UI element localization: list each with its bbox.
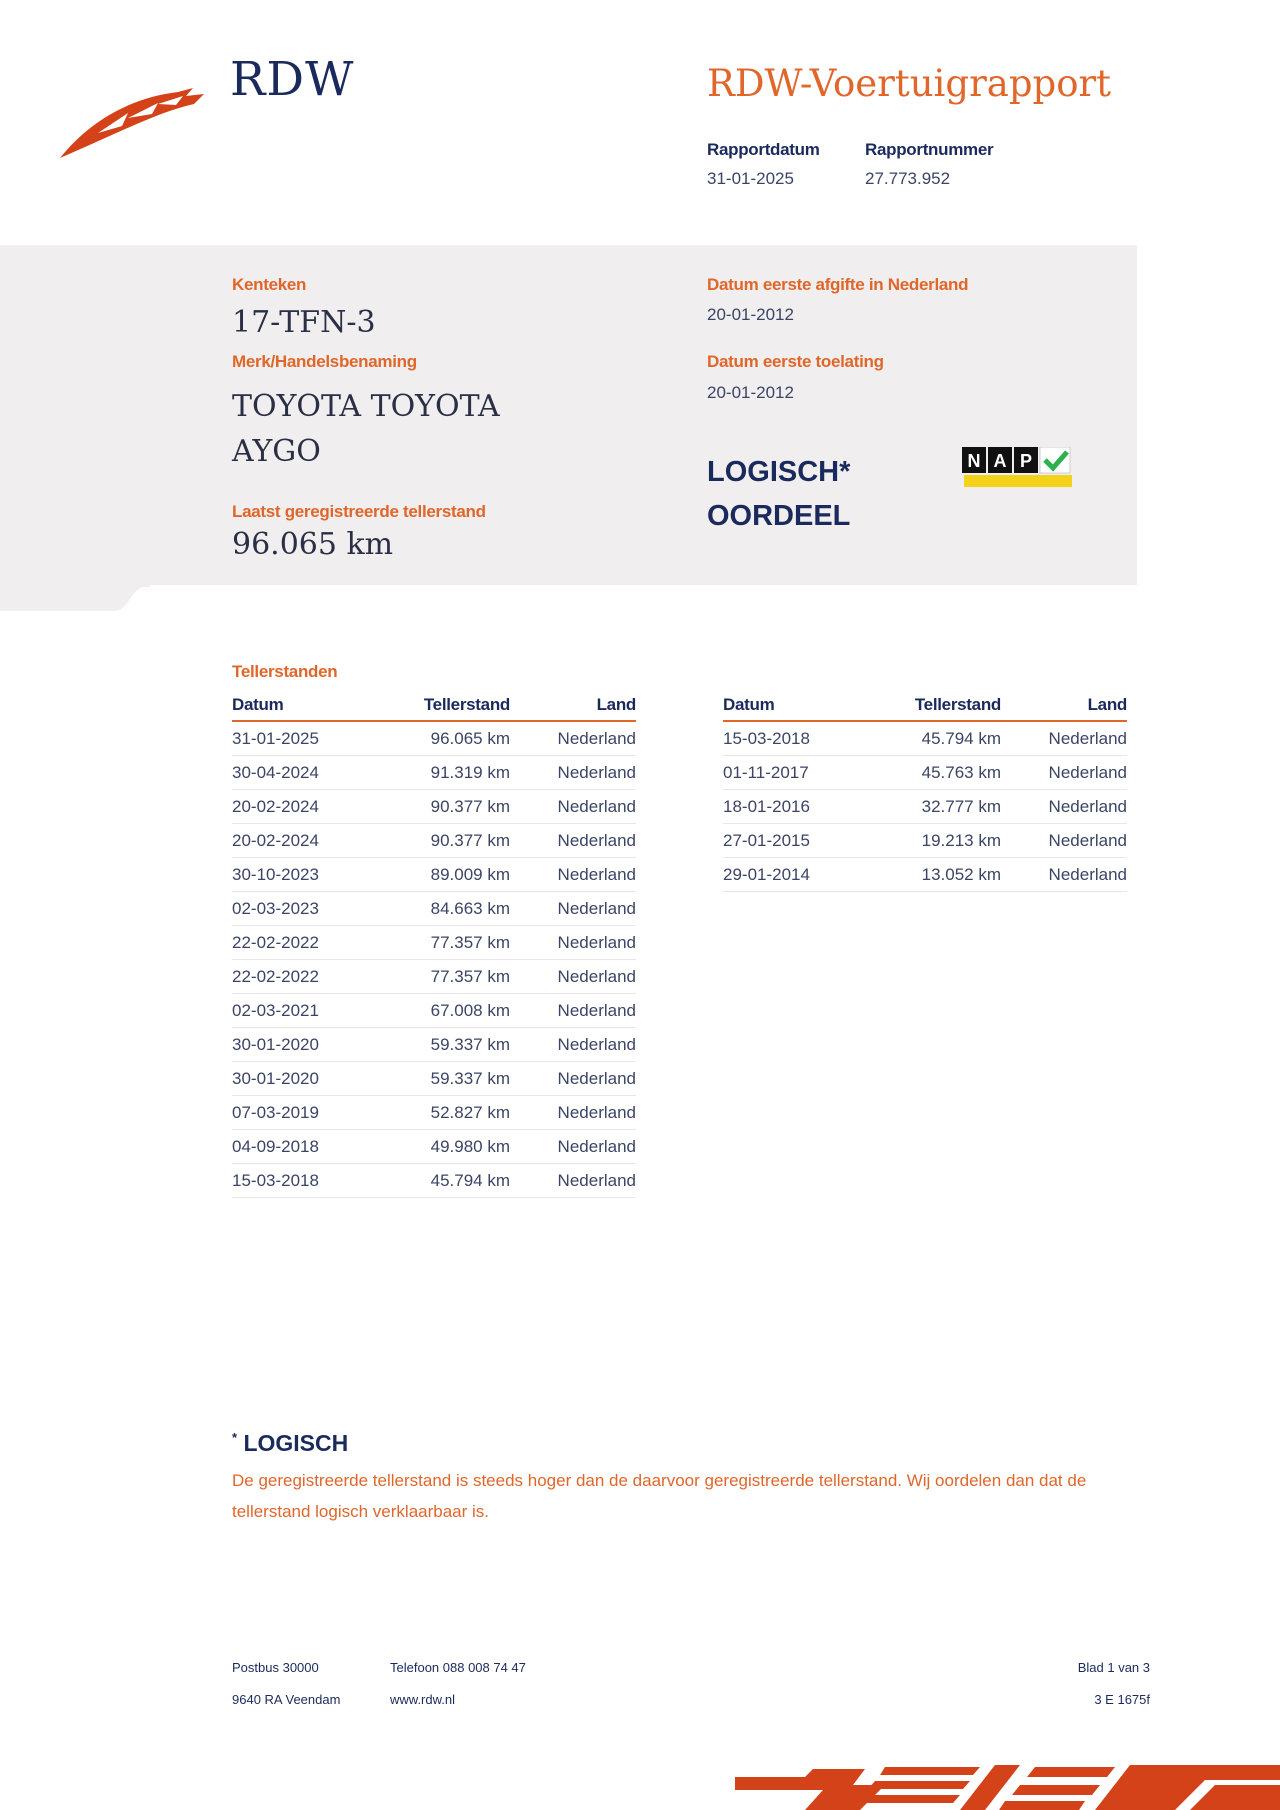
cell-datum: 01-11-2017	[723, 756, 873, 790]
cell-land: Nederland	[510, 721, 636, 756]
note-title-text: LOGISCH	[243, 1430, 349, 1456]
cell-land: Nederland	[1001, 858, 1127, 892]
footer-plaats: 9640 RA Veendam	[232, 1692, 341, 1707]
merk-label: Merk/Handelsbenaming	[232, 352, 417, 371]
column-header-tellerstand: Tellerstand	[382, 690, 510, 721]
cell-tellerstand: 91.319 km	[382, 756, 510, 790]
nap-letter-p: P	[1019, 451, 1033, 471]
cell-land: Nederland	[510, 1028, 636, 1062]
rapportdatum-value: 31-01-2025	[707, 169, 794, 188]
table-row	[723, 790, 1127, 824]
table-row	[232, 1096, 636, 1130]
cell-datum: 30-01-2020	[232, 1028, 382, 1062]
cell-datum: 20-02-2024	[232, 790, 382, 824]
table-row	[723, 824, 1127, 858]
toelating-value: 20-01-2012	[707, 383, 794, 402]
table-row	[232, 892, 636, 926]
cell-land: Nederland	[510, 1130, 636, 1164]
cell-land: Nederland	[510, 926, 636, 960]
cell-tellerstand: 77.357 km	[382, 926, 510, 960]
table-header-row	[723, 690, 1127, 721]
cell-datum: 30-10-2023	[232, 858, 382, 892]
cell-datum: 18-01-2016	[723, 790, 873, 824]
column-header-datum: Datum	[232, 690, 382, 721]
table-row	[232, 1164, 636, 1198]
cell-land: Nederland	[510, 892, 636, 926]
table-header-row	[232, 690, 636, 721]
verdict-line-1: LOGISCH*	[707, 456, 851, 488]
kenteken-value: 17-TFN-3	[232, 305, 376, 340]
cell-tellerstand: 52.827 km	[382, 1096, 510, 1130]
cell-land: Nederland	[1001, 790, 1127, 824]
rapportnummer-label: Rapportnummer	[865, 140, 994, 159]
vehicle-summary-panel	[0, 245, 1137, 585]
cell-datum: 29-01-2014	[723, 858, 873, 892]
cell-datum: 30-01-2020	[232, 1062, 382, 1096]
column-header-tellerstand: Tellerstand	[873, 690, 1001, 721]
cell-tellerstand: 45.794 km	[873, 721, 1001, 756]
nap-letter-n: N	[967, 451, 981, 471]
footer-telefoon: Telefoon 088 008 74 47	[390, 1660, 526, 1675]
cell-tellerstand: 32.777 km	[873, 790, 1001, 824]
footer-page-number: Blad 1 van 3	[1077, 1660, 1150, 1675]
cell-tellerstand: 59.337 km	[382, 1062, 510, 1096]
column-header-land: Land	[510, 690, 636, 721]
table-row	[723, 721, 1127, 756]
table-row	[232, 756, 636, 790]
cell-datum: 20-02-2024	[232, 824, 382, 858]
table-row	[232, 960, 636, 994]
cell-land: Nederland	[510, 994, 636, 1028]
cell-tellerstand: 90.377 km	[382, 790, 510, 824]
cell-land: Nederland	[510, 858, 636, 892]
kenteken-label: Kenteken	[232, 275, 307, 294]
footer-postbus: Postbus 30000	[232, 1660, 319, 1675]
tellerstand-value: 96.065 km	[232, 527, 394, 562]
cell-datum: 07-03-2019	[232, 1096, 382, 1130]
note-star: *	[232, 1430, 238, 1445]
footer-website[interactable]: www.rdw.nl	[390, 1692, 456, 1707]
cell-land: Nederland	[1001, 824, 1127, 858]
cell-tellerstand: 84.663 km	[382, 892, 510, 926]
cell-tellerstand: 59.337 km	[382, 1028, 510, 1062]
verdict-line-2: OORDEEL	[707, 500, 851, 532]
cell-land: Nederland	[510, 1096, 636, 1130]
table-row	[232, 858, 636, 892]
tellerstanden-table-right	[723, 690, 1127, 892]
table-row	[232, 721, 636, 756]
rapportdatum-label: Rapportdatum	[707, 140, 820, 159]
cell-tellerstand: 96.065 km	[382, 721, 510, 756]
cell-land: Nederland	[510, 790, 636, 824]
cell-tellerstand: 90.377 km	[382, 824, 510, 858]
cell-datum: 30-04-2024	[232, 756, 382, 790]
cell-datum: 04-09-2018	[232, 1130, 382, 1164]
table-row	[232, 1130, 636, 1164]
cell-datum: 22-02-2022	[232, 960, 382, 994]
column-header-datum: Datum	[723, 690, 873, 721]
tellerstanden-table-left	[232, 690, 636, 1198]
cell-datum: 27-01-2015	[723, 824, 873, 858]
cell-datum: 31-01-2025	[232, 721, 382, 756]
cell-datum: 02-03-2023	[232, 892, 382, 926]
table-row	[232, 1062, 636, 1096]
afgifte-label: Datum eerste afgifte in Nederland	[707, 275, 969, 294]
cell-tellerstand: 89.009 km	[382, 858, 510, 892]
table-row	[232, 994, 636, 1028]
nap-letter-a: A	[993, 451, 1007, 471]
nap-logo-icon	[962, 447, 1074, 489]
table-row	[723, 756, 1127, 790]
cell-tellerstand: 67.008 km	[382, 994, 510, 1028]
cell-tellerstand: 45.794 km	[382, 1164, 510, 1198]
brand-name: RDW	[230, 52, 355, 107]
cell-land: Nederland	[510, 756, 636, 790]
cell-datum: 15-03-2018	[232, 1164, 382, 1198]
cell-tellerstand: 13.052 km	[873, 858, 1001, 892]
afgifte-value: 20-01-2012	[707, 305, 794, 324]
panel-tail-decoration	[0, 583, 150, 611]
cell-land: Nederland	[1001, 721, 1127, 756]
decorative-stripes	[735, 1755, 1280, 1810]
cell-land: Nederland	[510, 824, 636, 858]
verdict	[707, 450, 850, 538]
report-title: RDW-Voertuigrapport	[707, 62, 1112, 105]
cell-land: Nederland	[510, 1164, 636, 1198]
note-title	[232, 1430, 348, 1457]
cell-datum: 15-03-2018	[723, 721, 873, 756]
table-row	[232, 1028, 636, 1062]
table-row	[723, 858, 1127, 892]
rdw-logo-icon	[58, 78, 208, 163]
cell-land: Nederland	[510, 1062, 636, 1096]
toelating-label: Datum eerste toelating	[707, 352, 884, 371]
column-header-land: Land	[1001, 690, 1127, 721]
table-row	[232, 790, 636, 824]
cell-tellerstand: 45.763 km	[873, 756, 1001, 790]
note-text: De geregistreerde tellerstand is steeds hoger dan de daarvoor geregistreerde tellerstand. Wij oordelen dan dat de tellerstand logisch verklaarbaar is.	[232, 1471, 1087, 1521]
cell-tellerstand: 77.357 km	[382, 960, 510, 994]
cell-tellerstand: 19.213 km	[873, 824, 1001, 858]
tellerstanden-title: Tellerstanden	[232, 662, 338, 681]
footer-document-code: 3 E 1675f	[1094, 1692, 1150, 1707]
cell-land: Nederland	[1001, 756, 1127, 790]
merk-value: TOYOTA TOYOTA AYGO	[232, 389, 500, 469]
cell-tellerstand: 49.980 km	[382, 1130, 510, 1164]
table-row	[232, 824, 636, 858]
tellerstand-label: Laatst geregistreerde tellerstand	[232, 502, 486, 521]
rapportnummer-value: 27.773.952	[865, 169, 951, 188]
cell-land: Nederland	[510, 960, 636, 994]
table-row	[232, 926, 636, 960]
cell-datum: 02-03-2021	[232, 994, 382, 1028]
cell-datum: 22-02-2022	[232, 926, 382, 960]
